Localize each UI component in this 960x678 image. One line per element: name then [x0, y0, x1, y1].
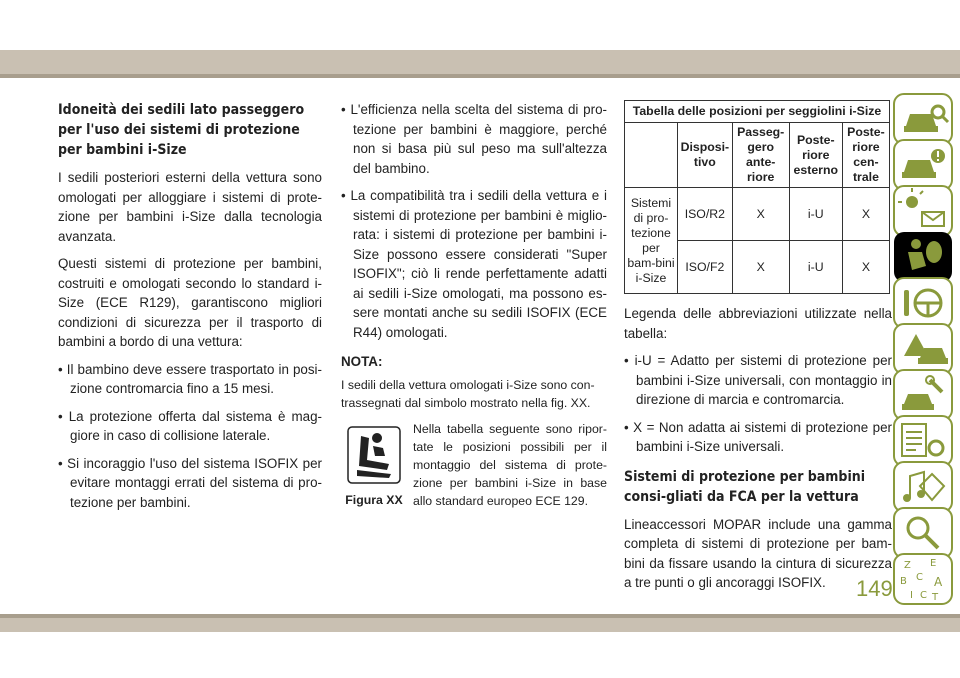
isize-seat-icon [347, 426, 401, 484]
isize-positions-table [624, 100, 890, 294]
figure [341, 420, 407, 511]
top-band [0, 50, 960, 74]
section-heading: Idoneità dei sedili lato passeggero per l'uso dei sistemi di protezione per bambini i-Size [58, 102, 305, 158]
note-label: NOTA: [341, 354, 383, 369]
alphabet-index-icon[interactable] [892, 552, 954, 606]
table-cell: X [842, 241, 889, 294]
table-caption: Tabella delle posizioni per seggiolini i-Size [625, 101, 890, 123]
svg-text:C: C [916, 572, 923, 583]
svg-text:Z: Z [904, 560, 911, 571]
note-text: I sedili della vettura omologati i-Size sono con-trassegnati dal simbolo mostrato nella fig. XX. [341, 377, 595, 410]
svg-text:E: E [930, 558, 937, 569]
paragraph: Questi sistemi di protezione per bambini, costruiti e omologati secondo lo standard i-Size (ECE R129), garantiscono migliori condizioni di sicurezza per il trasporto di bambini a bordo di una vettura: [58, 256, 322, 349]
table-cell: X [732, 188, 789, 241]
svg-text:C: C [920, 590, 927, 601]
figure-caption: Figura XX [345, 493, 403, 507]
table-header: Passeg-gero ante-riore [732, 123, 789, 188]
figure-text: Nella tabella seguente sono ripor-tate le posizioni possibili per il montaggio del sistema di prote-zione per bambini i-Size in base allo standard europeo ECE 129. [413, 421, 607, 508]
column-2 [341, 100, 607, 511]
list-item: • Il bambino deve essere trasportato in posi-zione contromarcia fino a 15 mesi. [58, 361, 322, 396]
table-cell: i-U [789, 188, 842, 241]
list-item: • Si incoraggio l'uso del sistema ISOFIX per evitare montaggi errati del sistema di pro-tezione per bambini. [58, 455, 322, 510]
table-cell: ISO/F2 [678, 241, 733, 294]
paragraph: Legenda delle abbreviazioni utilizzate nella tabella: [624, 306, 892, 341]
table-header: Poste-riore esterno [789, 123, 842, 188]
svg-text:B: B [900, 576, 907, 587]
paragraph: Lineaccessori MOPAR include una gamma completa di sistemi di protezione per bam-bini da fissare usando la cintura di sicurezza a tre punti o gli ancoraggi ISOFIX. [624, 516, 892, 590]
table-cell: X [842, 188, 889, 241]
table-row-label: Sistemi di pro-tezione per bam-bini i-Size [625, 188, 678, 294]
svg-text:A: A [934, 575, 943, 589]
table-header: Disposi-tivo [678, 123, 733, 188]
svg-text:I: I [910, 590, 913, 601]
table-row [625, 188, 890, 241]
list-item: • X = Non adatta ai sistemi di protezione per bambini i-Size universali. [624, 419, 892, 454]
figure-row [341, 420, 607, 511]
section-heading: Sistemi di protezione per bambini consi-gliati da FCA per la vettura [624, 468, 866, 505]
table-header: Poste-riore cen-trale [842, 123, 889, 188]
paragraph: I sedili posteriori esterni della vettura sono omologati per alloggiare i sistemi di prote-zione per bambini i-Size dalla tecnologia avanzata. [58, 170, 322, 244]
bottom-band [0, 618, 960, 632]
column-3 [624, 100, 892, 601]
list-item: • La protezione offerta dal sistema è mag-giore in caso di collisione laterale. [58, 408, 322, 443]
table-cell: X [732, 241, 789, 294]
table-cell: i-U [789, 241, 842, 294]
column-1 [58, 100, 322, 520]
top-band-stripe [0, 74, 960, 78]
svg-text:T: T [932, 592, 939, 603]
list-item: • L'efficienza nella scelta del sistema di pro-tezione per bambini è maggiore, perché non si basa più sul peso ma sull'altezza del bambino. [341, 102, 607, 176]
list-item: • La compatibilità tra i sedili della vettura e i sistemi di protezione per bambini è miglio-rata: i sistemi di protezione per bambini i-Size possono essere considerati "Super ISOFIX"; ciò li rende perfettamente adatti ai sedili i-Size omologati, ma possono es-sere montati anche su sedili ISOFIX (ECE R44) omologati. [341, 188, 607, 340]
list-item: • i-U = Adatto per sistemi di protezione per bambini i-Size universali, con montaggio in direzione di marcia e contromarcia. [624, 353, 892, 407]
page-number: 149 [856, 576, 893, 601]
table-cell: ISO/R2 [678, 188, 733, 241]
table-header-empty [625, 123, 678, 188]
table-header-row [625, 123, 890, 188]
